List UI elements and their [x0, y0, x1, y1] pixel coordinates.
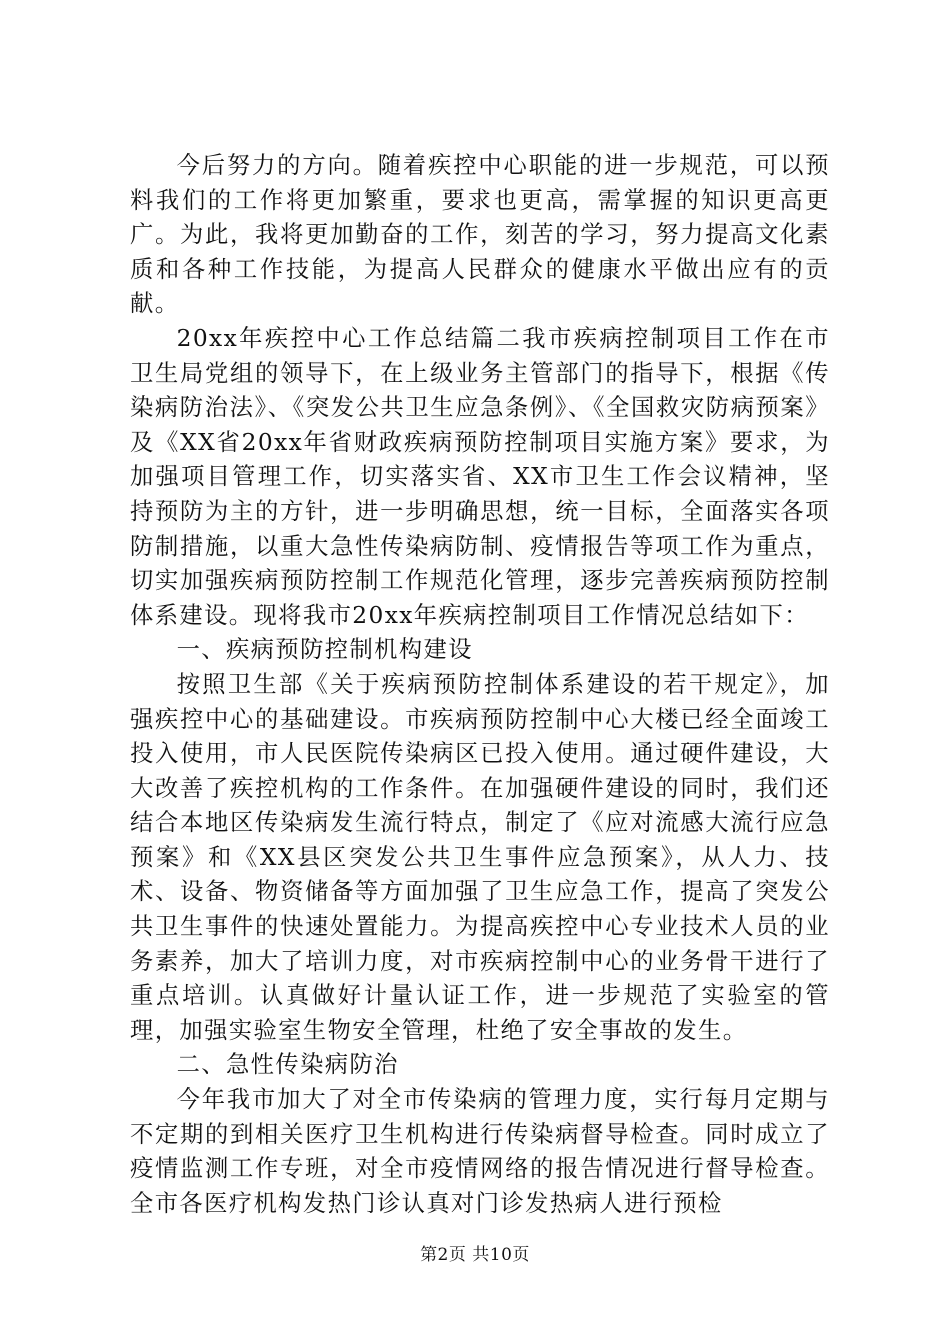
paragraph-disease-control: 今年我市加大了对全市传染病的管理力度，实行每月定期与不定期的到相关医疗卫生机构进行传染病督导检查。同时成立了疫情监测工作专班，对全市疫情网络的报告情况进行督导检查。全市各医疗机构发热门诊认真对门诊发热病人进行预检 — [130, 1086, 830, 1217]
section-heading-2: 二、急性传染病防治 — [176, 1051, 399, 1079]
document-body — [130, 149, 830, 1221]
paragraph-institution-building: 按照卫生部《关于疾病预防控制体系建设的若干规定》，加强疾控中心的基础建设。市疾病预防控制中心大楼已经全面竣工投入使用，市人民医院传染病区已投入使用。通过硬件建设，大大改善了疾控机构的工作条件。在加强硬件建设的同时，我们还结合本地区传染病发生流行特点，制定了《应对流感大流行应急预案》和《XX县区突发公共卫生事件应急预案》，从人力、技术、设备、物资储备等方面加强了卫生应急工作，提高了突发公共卫生事件的快速处置能力。为提高疾控中心专业技术人员的业务素养，加大了培训力度，对市疾病控制中心的业务骨干进行了重点培训。认真做好计量认证工作，进一步规范了实验室的管理，加强实验室生物安全管理，杜绝了安全事故的发生。 — [130, 670, 830, 1044]
page-footer: 第2页 共10页 — [420, 1245, 530, 1265]
paragraph-future-direction: 今后努力的方向。随着疾控中心职能的进一步规范，可以预料我们的工作将更加繁重，要求也更高，需掌握的知识更高更广。为此，我将更加勤奋的工作，刻苦的学习，努力提高文化素质和各种工作技能，为提高人民群众的健康水平做出应有的贡献。 — [130, 152, 830, 318]
section-heading-1: 一、疾病预防控制机构建设 — [176, 636, 473, 664]
paragraph-summary-intro: 20xx年疾控中心工作总结篇二我市疾病控制项目工作在市卫生局党组的领导下，在上级业务主管部门的指导下，根据《传染病防治法》、《突发公共卫生应急条例》、《全国救灾防病预案》及《XX省20xx年省财政疾病预防控制项目实施方案》要求，为加强项目管理工作，切实落实省、XX市卫生工作会议精神，坚持预防为主的方针，进一步明确思想，统一目标，全面落实各项防制措施，以重大急性传染病防制、疫情报告等项工作为重点，切实加强疾病预防控制工作规范化管理，逐步完善疾病预防控制体系建设。现将我市20xx年疾病控制项目工作情况总结如下： — [130, 324, 830, 629]
